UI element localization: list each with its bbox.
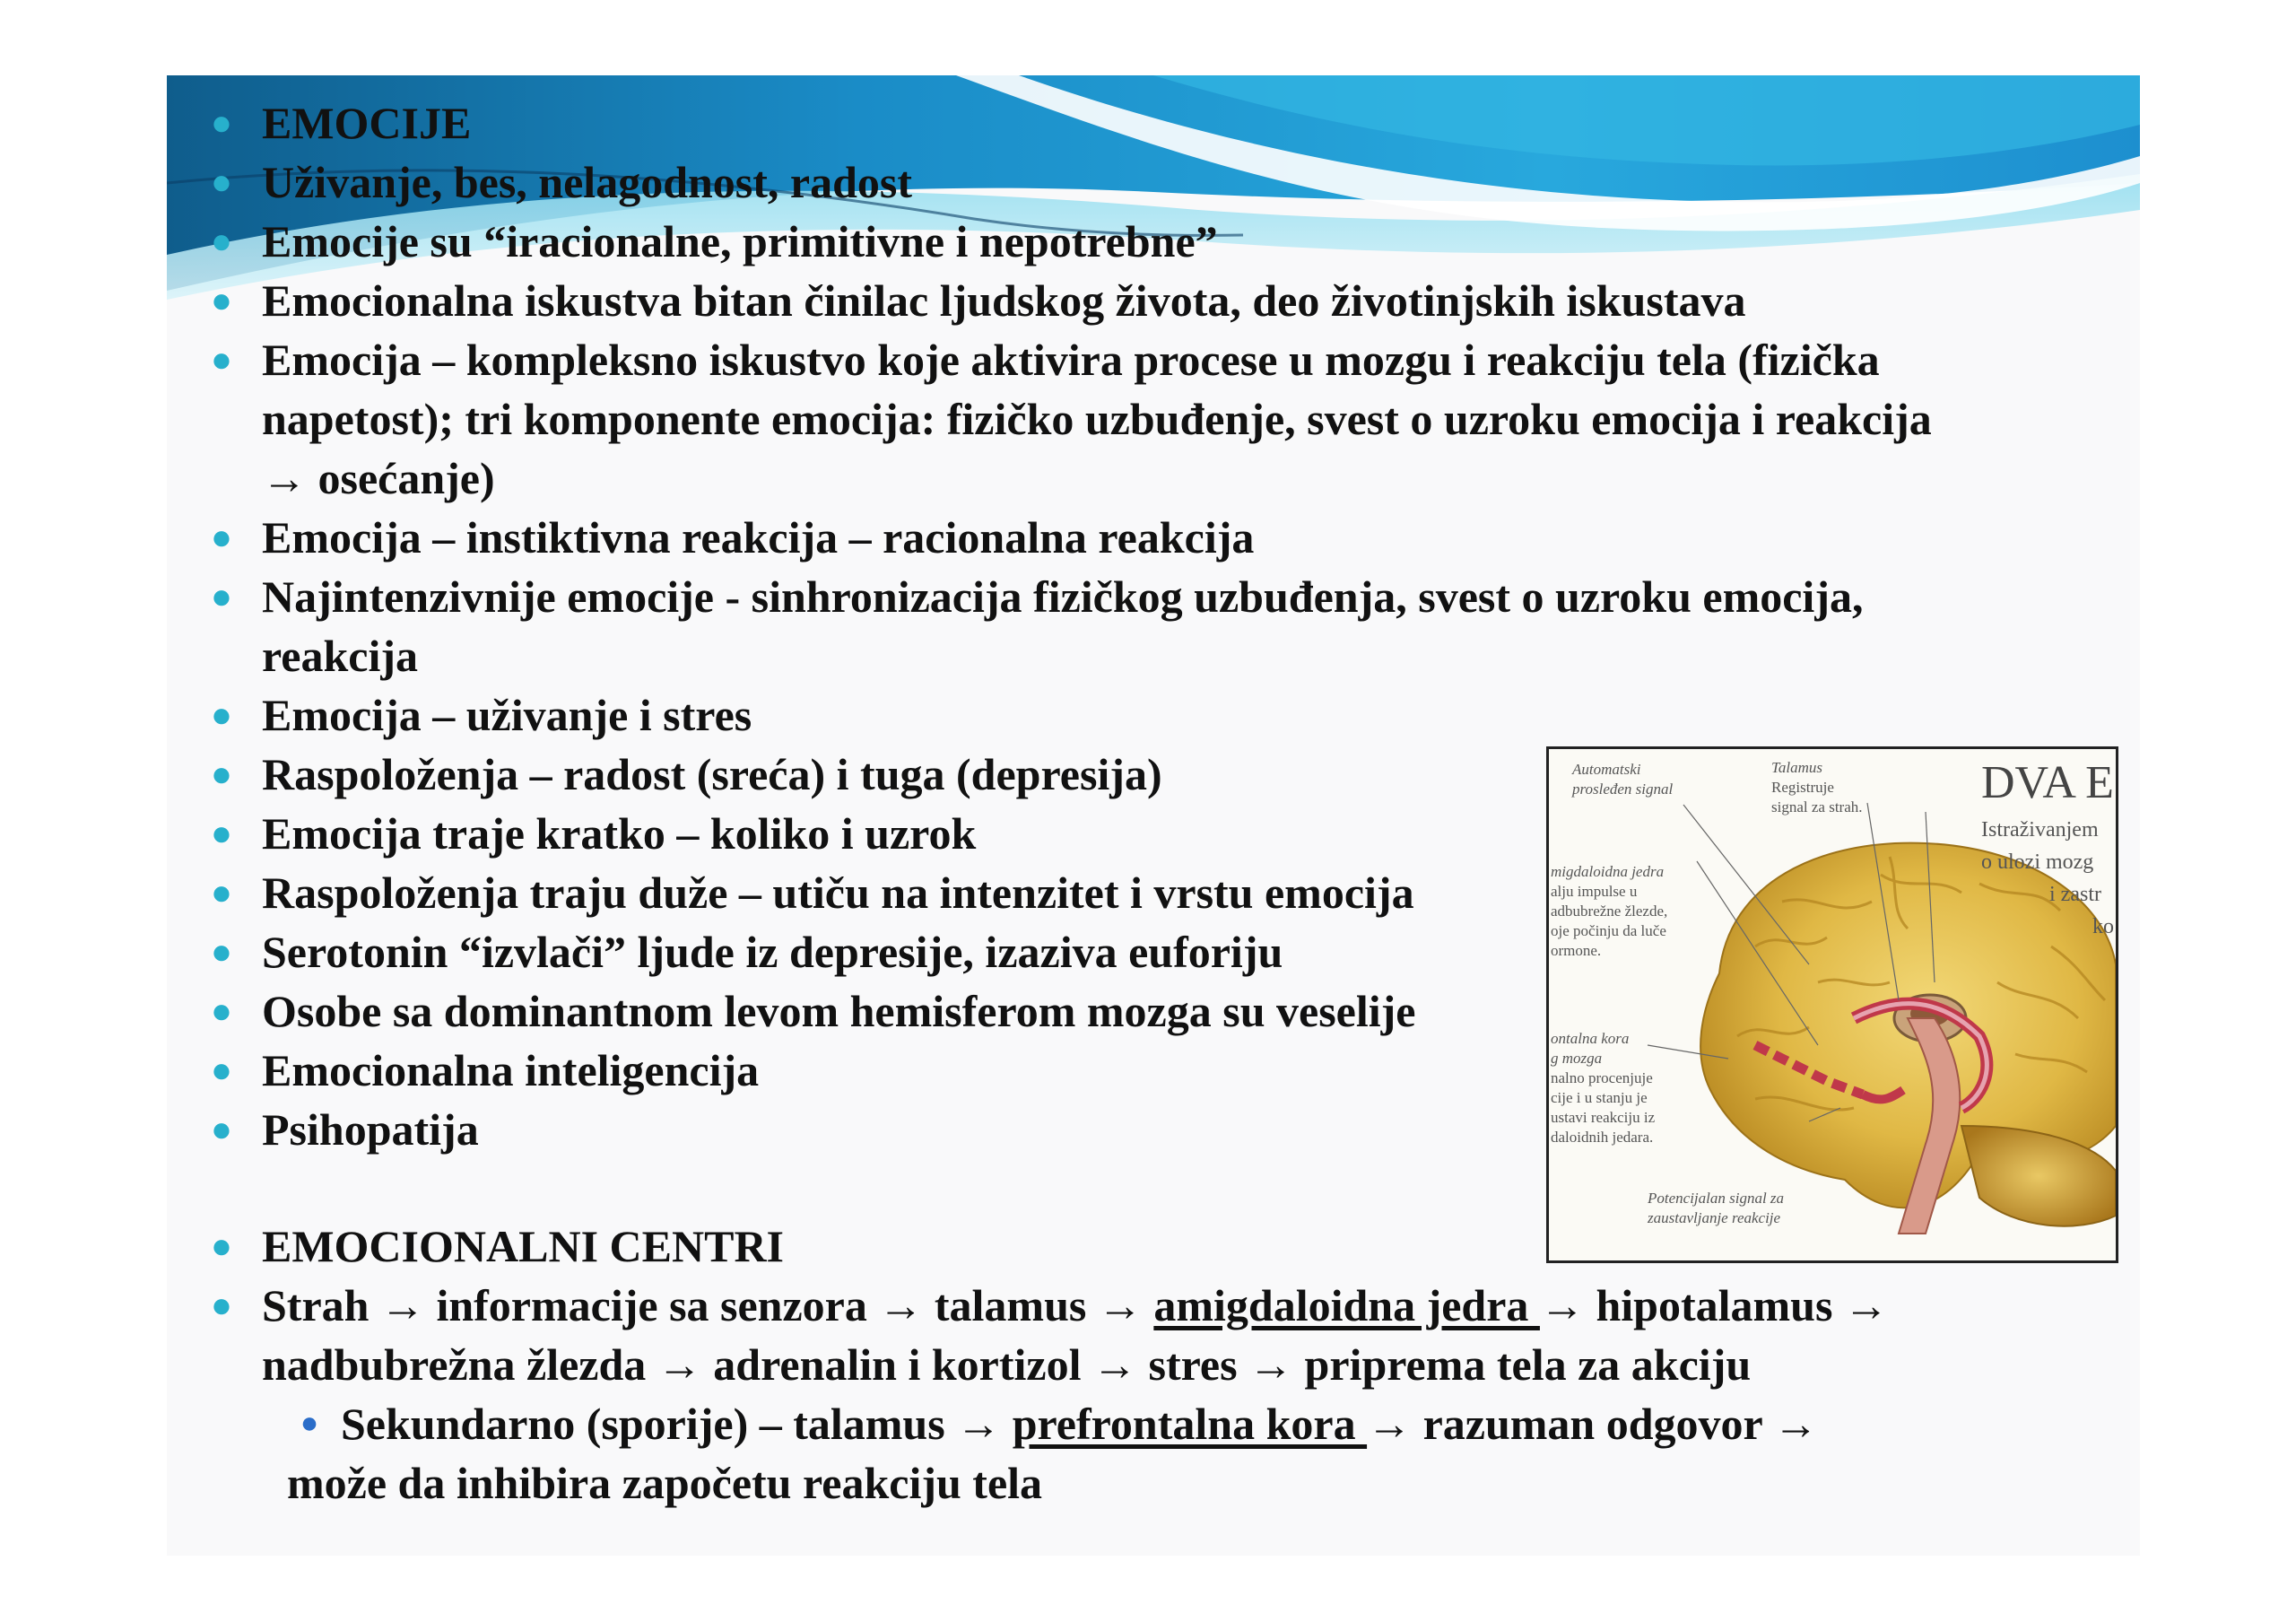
bullet-item: ● Emocija – instiktivna reakcija – racionalna reakcija (262, 508, 1254, 567)
bullet-item: ● Raspoloženja – radost (sreća) i tuga (depresija) (262, 745, 1162, 804)
bullet-dot: ● (210, 872, 233, 912)
bullet-item: ● Emocija traje kratko – koliko i uzrok (262, 804, 976, 863)
brain-diagram-figure (1546, 746, 2118, 1263)
bullet-dot: ● (210, 694, 233, 735)
bullet-item: ● Osobe sa dominantnom levom hemisferom mozga su veselije (262, 981, 1415, 1041)
label-prefrontalna-kora: ontalna kora g mozga nalno procenjuje cije i u stanju je ustavi reakciju iz daloidnih jedara. (1551, 1030, 1656, 1146)
amigdaloidna-jedra-underlined: amigdaloidna jedra (1153, 1280, 1540, 1330)
bullet-dot: ● (210, 813, 233, 853)
bullet-emocionalni-centri-heading: ● EMOCIONALNI CENTRI (262, 1216, 784, 1276)
sub-bullet-dot: ● (300, 1407, 319, 1440)
bullet-dot: ● (210, 990, 233, 1031)
bullet-item: ● Emocija – uživanje i stres (262, 685, 752, 745)
bullet-dot: ● (210, 339, 233, 379)
bullet-item: ● Emocija – kompleksno iskustvo koje aktivira procese u mozgu i reakciju tela (fizička napetost); tri komponente emocija: fizičko uzbuđenje, svest o uzroku emocija i reakcija → osećanje) (262, 330, 1932, 508)
bullet-item: ● Uživanje, bes, nelagodnost, radost (262, 153, 912, 212)
bullet-dot: ● (210, 280, 233, 320)
bullet-dot: ● (210, 931, 233, 972)
bullet-dot: ● (210, 1050, 233, 1090)
bullet-item: ● Emocije su “iracionalne, primitivne i nepotrebne” (262, 212, 1218, 271)
label-potencijalan-signal: Potencijalan signal za zaustavljanje reakcije (1648, 1190, 1785, 1226)
prefrontalna-kora-underlined: prefrontalna kora (1012, 1399, 1368, 1449)
bullet-dot: ● (210, 1109, 233, 1149)
label-automatski-signal: Automatski prosleđen signal (1572, 761, 1674, 798)
bullet-emocije-heading: ● EMOCIJE (262, 93, 471, 153)
bullet-item: ● Emocionalna inteligencija (262, 1041, 759, 1100)
bullet-dot: ● (210, 1285, 233, 1325)
bullet-dot: ● (210, 102, 233, 143)
bullet-item: ● Najintenzivnije emocije - sinhronizacija fizičkog uzbuđenja, svest o uzroku emocija, reakcija (262, 567, 1863, 685)
bullet-dot: ● (210, 517, 233, 557)
bullet-item: ● Serotonin “izvlači” ljude iz depresije, izaziva euforiju (262, 922, 1283, 981)
label-amigdaloidna-jedra: migdaloidna jedra alju impulse u adbubrežne žlezde, oje počinju da luče ormone. (1551, 863, 1668, 959)
bullet-item: ● Emocionalna iskustva bitan činilac ljudskog života, deo životinjskih iskustava (262, 271, 1745, 330)
bullet-item: ● Raspoloženja traju duže – utiču na intenzitet i vrstu emocija (262, 863, 1414, 922)
figure-intro-text: Istraživanjem o ulozi mozg i zastr ko (1981, 818, 2114, 938)
slide (167, 75, 2140, 1556)
bullet-item: ● Psihopatija (262, 1100, 479, 1159)
sub-bullet-sekundarno: ● Sekundarno (sporije) – talamus → prefrontalna kora → razuman odgovor → može da inhibira započetu reakciju tela (341, 1394, 1818, 1513)
bullet-dot: ● (210, 161, 233, 202)
bullet-dot: ● (210, 1225, 233, 1266)
bullet-dot: ● (210, 576, 233, 616)
bullet-dot: ● (210, 754, 233, 794)
label-talamus: Talamus Registruje signal za strah. (1771, 759, 1863, 815)
bullet-dot: ● (210, 221, 233, 261)
slide-content (167, 75, 2140, 1556)
figure-title: DVA E (1981, 757, 2114, 808)
bullet-strah-pathway: ● Strah → informacije sa senzora → talamus → amigdaloidna jedra → hipotalamus → nadbubrežna žlezda → adrenalin i kortizol → stres → priprema tela za akciju (262, 1276, 1889, 1394)
